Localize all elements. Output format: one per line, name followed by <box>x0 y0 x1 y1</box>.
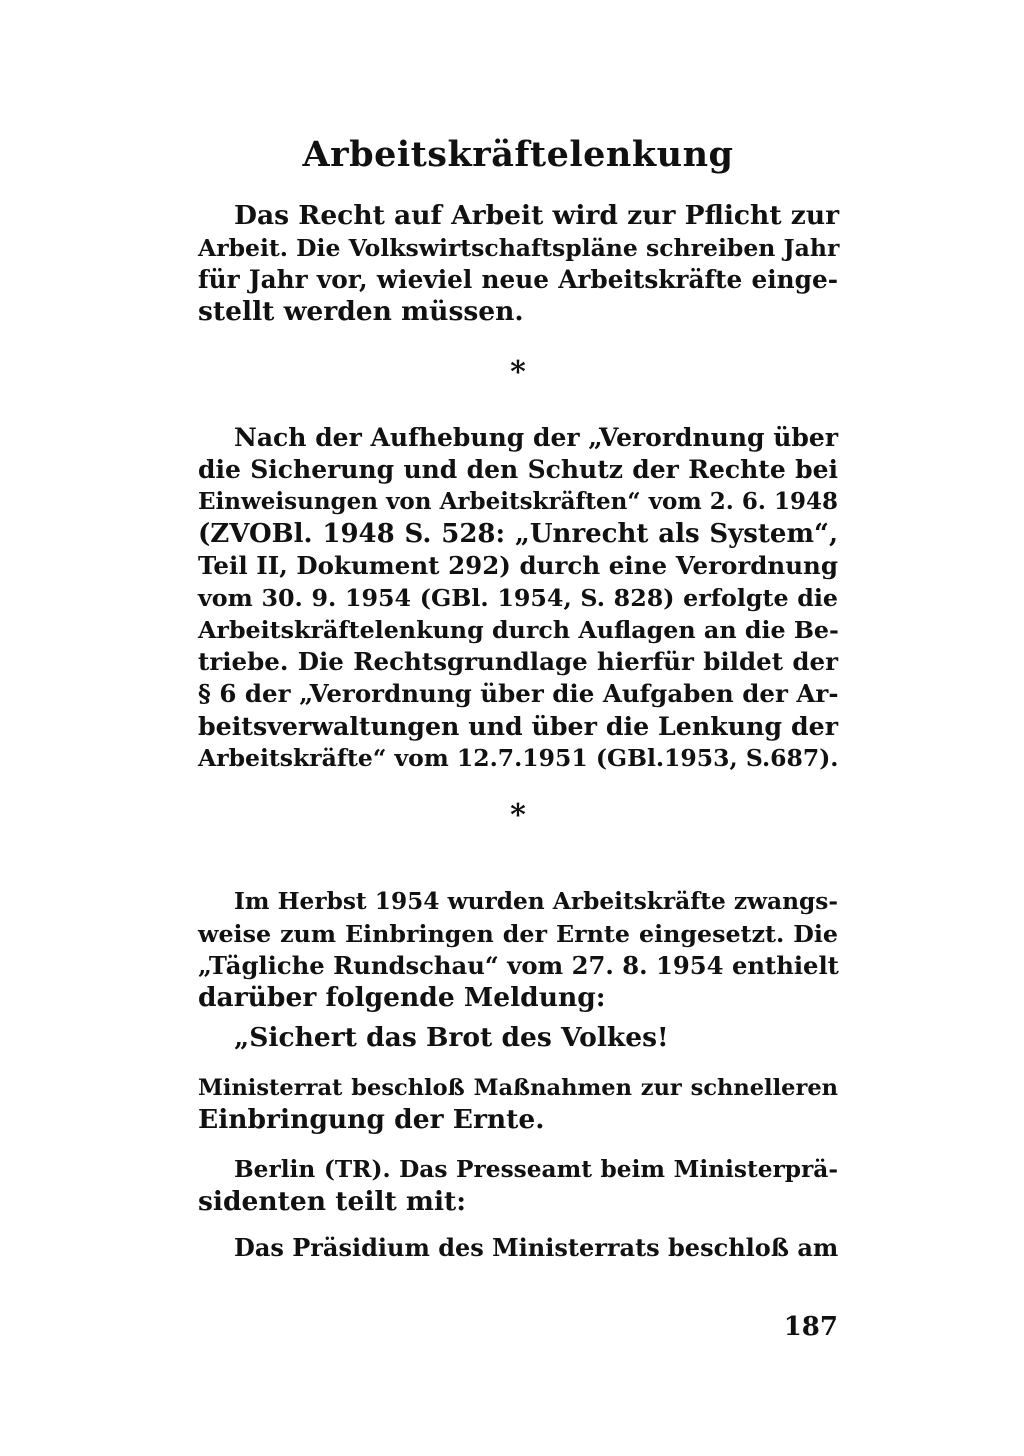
paragraph-recht-auf-arbeit <box>198 200 838 328</box>
text-line: die Sicherung und den Schutz der Rechte bei <box>198 455 838 484</box>
text-line: Ministerrat beschloß Maßnahmen zur schnelleren <box>198 1075 838 1101</box>
text-line: Nach der Aufhebung der „Verordnung über <box>234 423 838 452</box>
text-line: Einbringung der Ernte. <box>198 1104 545 1135</box>
paragraph-praesidium <box>198 1232 838 1264</box>
text-line: Arbeit. Die Volkswirtschaftspläne schreiben Jahr <box>198 234 840 262</box>
quote-headline <box>198 1022 838 1054</box>
page-title: Arbeitskräftelenkung <box>302 134 734 175</box>
text-line: (ZVOBl. 1948 S. 528: „Unrecht als System“, <box>198 519 838 549</box>
section-separator-asterisk: * <box>510 798 526 833</box>
text-line: stellt werden müssen. <box>198 296 524 327</box>
text-line: Berlin (TR). Das Presseamt beim Ministerprä- <box>234 1156 838 1183</box>
text-line: § 6 der „Verordnung über die Aufgaben der Ar- <box>198 679 839 708</box>
text-line: Das Recht auf Arbeit wird zur Pflicht zur <box>234 200 840 231</box>
text-line: vom 30. 9. 1954 (GBl. 1954, S. 828) erfolgte die <box>198 584 838 612</box>
paragraph-aufhebung-verordnung <box>198 422 838 774</box>
text-line: triebe. Die Rechtsgrundlage hierfür bildet der <box>198 647 838 676</box>
text-line: Arbeitskräftelenkung durch Auflagen an die Be- <box>198 616 839 644</box>
text-line: Teil II, Dokument 292) durch eine Verordnung <box>198 551 838 580</box>
text-line: Arbeitskräfte“ vom 12.7.1951 (GBl.1953, S.687). <box>198 744 839 772</box>
paragraph-herbst-1954 <box>198 886 838 1014</box>
text-line: Das Präsidium des Ministerrats beschloß am <box>234 1233 839 1262</box>
text-line: weise zum Einbringen der Ernte eingesetzt. Die <box>198 920 838 948</box>
text-line: „Tägliche Rundschau“ vom 27. 8. 1954 enthielt <box>198 951 839 980</box>
text-line: „Sichert das Brot des Volkes! <box>234 1022 669 1053</box>
text-line: für Jahr vor, wieviel neue Arbeitskräfte einge- <box>198 265 838 294</box>
text-line: Einweisungen von Arbeitskräften“ vom 2. 6. 1948 <box>198 488 838 515</box>
text-line: beitsverwaltungen und über die Lenkung der <box>198 711 838 741</box>
text-line: Im Herbst 1954 wurden Arbeitskräfte zwangs- <box>234 888 839 915</box>
text-line: sidenten teilt mit: <box>198 1186 467 1217</box>
paragraph-berlin-tr <box>198 1154 838 1218</box>
page-number: 187 <box>783 1312 838 1342</box>
quote-subheadline <box>198 1072 838 1136</box>
section-separator-asterisk: * <box>510 355 526 390</box>
text-line: darüber folgende Meldung: <box>198 982 606 1013</box>
book-page <box>198 0 838 1456</box>
